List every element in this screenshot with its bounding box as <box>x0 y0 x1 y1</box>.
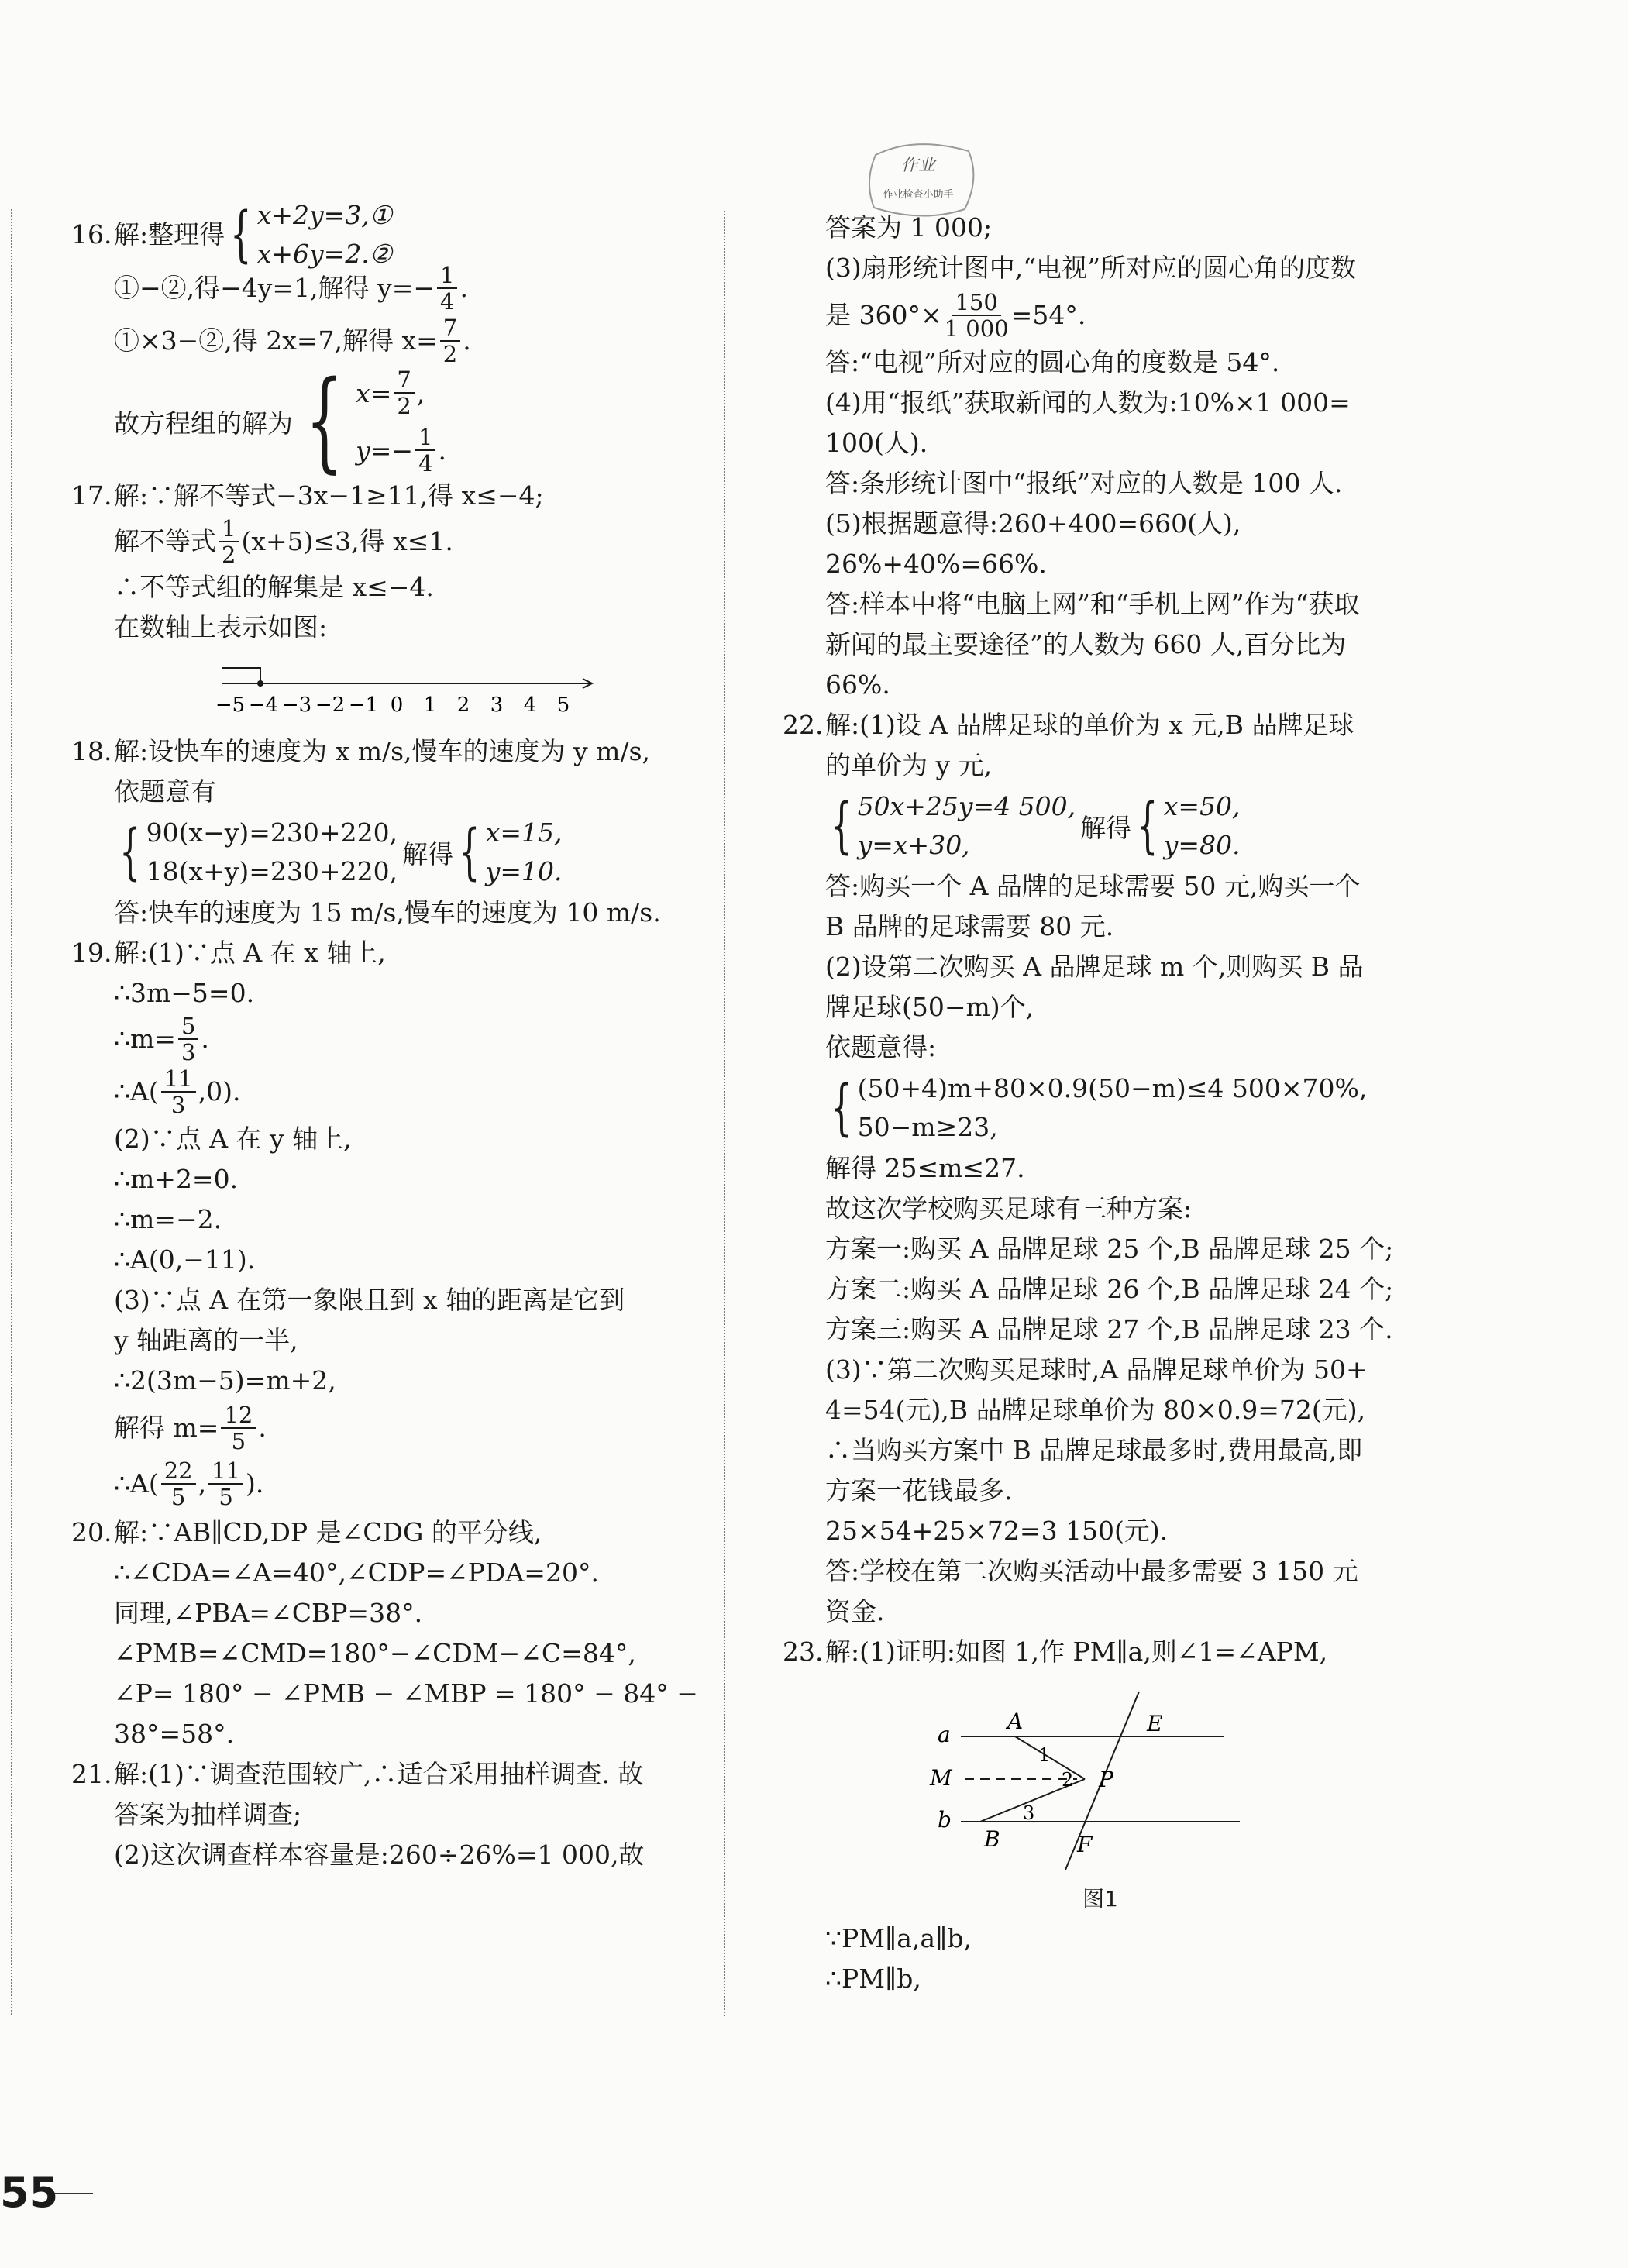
q22-eq2: y=x+30, <box>857 830 970 860</box>
q22-line: 方案一:购买 A 品牌足球 25 个,B 品牌足球 25 个; <box>825 1234 1394 1264</box>
q19-line: 解得 m= <box>114 1413 219 1443</box>
q18-eq2: 18(x+y)=230+220, <box>146 856 398 886</box>
q21-line: 答:条形统计图中“报纸”对应的人数是 100 人. <box>825 468 1343 498</box>
q19-line: ∴3m−5=0. <box>114 978 255 1008</box>
q18-mid: 解得 <box>402 838 454 869</box>
q16-intro: 解:整理得 <box>114 219 225 250</box>
q17 <box>71 476 714 731</box>
punct: . <box>463 325 471 356</box>
q18-sol2: y=10. <box>485 856 563 886</box>
q19-line: ∴A(0,−11). <box>114 1244 256 1275</box>
q17-number: 17. <box>71 480 112 511</box>
q22-line: 答:学校在第二次购买活动中最多需要 3 150 元 <box>825 1556 1358 1586</box>
q20 <box>71 1513 714 1754</box>
q20-line: 同理,∠PBA=∠CBP=38°. <box>114 1598 423 1628</box>
q16-sol-x: x= <box>356 377 392 408</box>
punct: . <box>438 435 446 466</box>
q20-line: 解:∵AB∥CD,DP 是∠CDG 的平分线, <box>114 1517 542 1547</box>
q22-line: (2)设第二次购买 A 品牌足球 m 个,则购买 B 品 <box>825 952 1364 982</box>
q20-line: ∠PMB=∠CMD=180°−∠CDM−∠C=84°, <box>114 1638 636 1668</box>
stamp-top-text: 作业 <box>900 156 936 175</box>
fraction: $\frac{11}{5}$ <box>208 1458 243 1509</box>
label-A: A <box>1007 1709 1024 1734</box>
q19-line: ∴m=−2. <box>114 1204 222 1234</box>
left-margin-dots <box>11 209 12 2015</box>
q19-line: y 轴距离的一半, <box>114 1325 298 1355</box>
q22-line: 25×54+25×72=3 150(元). <box>825 1516 1169 1546</box>
q16-step2: ①×3−②,得 2x=7,解得 x= <box>114 325 438 356</box>
q21-line: 100(人). <box>825 428 928 458</box>
tick-label: −2 <box>315 693 346 717</box>
q16-step1: ①−②,得−4y=1,解得 y=− <box>114 273 435 303</box>
q20-line: ∠P= 180° − ∠PMB − ∠MBP = 180° − 84° − <box>114 1678 698 1709</box>
q23-line: 解:(1)证明:如图 1,作 PM∥a,则∠1=∠APM, <box>825 1636 1328 1667</box>
q19-line: ,0). <box>198 1076 241 1106</box>
q21-continued <box>783 208 1426 705</box>
q23-number: 23. <box>783 1636 824 1667</box>
q17-line: ∴不等式组的解集是 x≤−4. <box>114 572 434 602</box>
label-angle-3: 3 <box>1023 1802 1035 1824</box>
q22-line: 方案一花钱最多. <box>825 1475 1013 1506</box>
q16-solution-label: 故方程组的解为 <box>114 408 293 439</box>
brace-icon: { <box>831 1073 852 1143</box>
q22-sol1: x=50, <box>1163 791 1241 821</box>
q19-line: (2)∵点 A 在 y 轴上, <box>114 1124 352 1154</box>
tick-label: 3 <box>490 693 504 717</box>
solid-dot <box>257 680 263 687</box>
label-a: a <box>938 1722 951 1747</box>
number-line <box>215 656 598 718</box>
left-column <box>71 200 714 1875</box>
q22-sol2: y=80. <box>1163 830 1241 860</box>
q23-line: ∴PM∥b, <box>825 1963 921 1994</box>
q22-line: 答:购买一个 A 品牌的足球需要 50 元,购买一个 <box>825 871 1361 901</box>
brace-icon: { <box>305 358 344 484</box>
label-M: M <box>930 1765 952 1791</box>
brace-icon: { <box>831 791 852 861</box>
label-angle-2: 2 <box>1062 1769 1074 1791</box>
q21-line: (4)用“报纸”获取新闻的人数为:10%×1 000= <box>825 387 1351 418</box>
q16-sol-y: y=− <box>356 435 414 466</box>
fraction: $\frac{1}{4}$ <box>415 425 435 476</box>
label-F: F <box>1077 1832 1093 1857</box>
tick-label: −3 <box>281 693 312 717</box>
q21-line: 26%+40%=66%. <box>825 549 1047 579</box>
q22-line: 的单价为 y 元, <box>825 750 993 780</box>
q19-line: ∴2(3m−5)=m+2, <box>114 1365 336 1396</box>
q22 <box>783 705 1426 1632</box>
q18-sol1: x=15, <box>485 817 563 848</box>
q18-answer: 答:快车的速度为 15 m/s,慢车的速度为 10 m/s. <box>114 897 661 928</box>
label-P: P <box>1099 1767 1113 1792</box>
q22-mid: 解得 <box>1080 812 1132 843</box>
brace-icon: { <box>1137 791 1158 861</box>
q21 <box>71 1754 714 1875</box>
q20-number: 20. <box>71 1517 112 1547</box>
q22-line: 方案三:购买 A 品牌足球 27 个,B 品牌足球 23 个. <box>825 1314 1393 1344</box>
q21-line: 答案为 1 000; <box>825 212 993 243</box>
q17-line: 解:∵解不等式−3x−1≥11,得 x≤−4; <box>114 480 544 511</box>
figure-caption: 图1 <box>1082 1886 1118 1912</box>
q21-line: (2)这次调查样本容量是:260÷26%=1 000,故 <box>114 1840 645 1870</box>
q22-line: 资金. <box>825 1596 885 1626</box>
q19-line: ∴m= <box>114 1024 176 1054</box>
fraction: $\frac{7}{2}$ <box>440 315 460 367</box>
q22-line: 方案二:购买 A 品牌足球 26 个,B 品牌足球 24 个; <box>825 1274 1394 1304</box>
q22-line: 4=54(元),B 品牌足球单价为 80×0.9=72(元), <box>825 1395 1366 1425</box>
q21-line: 66%. <box>825 669 890 700</box>
tick-label: 4 <box>523 693 537 717</box>
page-number: 55 <box>0 2168 59 2217</box>
label-E: E <box>1147 1711 1163 1736</box>
tick-label: 2 <box>456 693 470 717</box>
tick-label: −4 <box>248 693 279 717</box>
q17-line: (x+5)≤3,得 x≤1. <box>241 526 453 556</box>
q22-number: 22. <box>783 710 824 740</box>
q21-line: 答:样本中将“电脑上网”和“手机上网”作为“获取 <box>825 589 1360 619</box>
q22-line: 解:(1)设 A 品牌足球的单价为 x 元,B 品牌足球 <box>825 710 1354 740</box>
q23-line: ∵PM∥a,a∥b, <box>825 1923 972 1953</box>
q18 <box>71 731 714 933</box>
tick-label: 0 <box>390 693 404 717</box>
q19-line: ∴A( <box>114 1076 159 1106</box>
q21-line: 解:(1)∵调查范围较广,∴适合采用抽样调查. 故 <box>114 1759 644 1789</box>
right-column <box>783 208 1426 1999</box>
q16-number: 16. <box>71 219 112 250</box>
page-number-rule <box>54 2193 93 2194</box>
q18-line: 解:设快车的速度为 x m/s,慢车的速度为 y m/s, <box>114 736 651 766</box>
q23 <box>783 1632 1426 1999</box>
solution-range <box>222 668 260 683</box>
q22-line: 牌足球(50−m)个, <box>825 992 1034 1022</box>
q21-line: 是 360°× <box>825 300 942 330</box>
punct: ). <box>246 1468 264 1499</box>
q17-line: 解不等式 <box>114 526 216 556</box>
q19-line: ∴A( <box>114 1468 159 1499</box>
q22-ineq2: 50−m≥23, <box>857 1112 998 1142</box>
q19-line: (3)∵点 A 在第一象限且到 x 轴的距离是它到 <box>114 1285 625 1315</box>
punct: , <box>198 1468 207 1499</box>
q16-eq1: x+2y=3,① <box>256 200 393 230</box>
fraction: $\frac{12}{5}$ <box>221 1402 256 1454</box>
fraction: $\frac{5}{3}$ <box>178 1014 198 1065</box>
q22-line: 故这次学校购买足球有三种方案: <box>825 1193 1193 1223</box>
punct: . <box>258 1413 267 1443</box>
tick-label: 5 <box>556 693 570 717</box>
geometry-figure <box>922 1680 1279 1874</box>
fraction: $\frac{1}{2}$ <box>219 516 239 567</box>
tick-label: −1 <box>348 693 379 717</box>
stamp-bottom-text: 作业检查小助手 <box>883 189 954 201</box>
q22-eq1: 50x+25y=4 500, <box>857 791 1076 821</box>
q19-line: ∴m+2=0. <box>114 1164 239 1194</box>
q21-line: (3)扇形统计图中,“电视”所对应的圆心角的度数 <box>825 253 1356 283</box>
q19-number: 19. <box>71 938 112 968</box>
fraction: $\frac{11}{3}$ <box>161 1066 196 1117</box>
q21-number: 21. <box>71 1759 112 1789</box>
label-b: b <box>938 1807 952 1833</box>
q21-line: =54°. <box>1010 300 1086 330</box>
q22-line: ∴当购买方案中 B 品牌足球最多时,费用最高,即 <box>825 1435 1363 1465</box>
q21-line: 新闻的最主要途径”的人数为 660 人,百分比为 <box>825 629 1347 659</box>
q16 <box>71 200 714 484</box>
brace-icon: { <box>230 200 252 270</box>
q18-eq1: 90(x−y)=230+220, <box>146 817 398 848</box>
q22-line: (3)∵第二次购买足球时,A 品牌足球单价为 50+ <box>825 1354 1368 1385</box>
punct: , <box>416 377 425 408</box>
q22-line: 解得 25≤m≤27. <box>825 1153 1025 1183</box>
q16-system <box>225 196 392 274</box>
q19-line: 解:(1)∵点 A 在 x 轴上, <box>114 938 386 968</box>
label-B: B <box>984 1826 1000 1852</box>
tick-label: 1 <box>423 693 437 717</box>
fraction: $\frac{150}{1 000}$ <box>944 289 1009 342</box>
fraction: $\frac{1}{4}$ <box>437 263 457 314</box>
tick-label: −5 <box>215 693 246 717</box>
q22-ineq1: (50+4)m+80×0.9(50−m)≤4 500×70%, <box>857 1073 1368 1103</box>
q20-line: ∴∠CDA=∠A=40°,∠CDP=∠PDA=20°. <box>114 1557 599 1588</box>
q21-line: (5)根据题意得:260+400=660(人), <box>825 508 1241 539</box>
q21-line: 答案为抽样调查; <box>114 1799 302 1829</box>
q18-number: 18. <box>71 736 112 766</box>
q18-line: 依题意有 <box>114 776 216 807</box>
q20-line: 38°=58°. <box>114 1719 235 1749</box>
q22-line: 依题意得: <box>825 1032 937 1062</box>
q21-line: 答:“电视”所对应的圆心角的度数是 54°. <box>825 347 1280 377</box>
label-angle-1: 1 <box>1038 1744 1051 1766</box>
fraction: $\frac{7}{2}$ <box>394 367 414 418</box>
brace-icon: { <box>459 817 480 887</box>
column-divider <box>724 211 725 2016</box>
brace-icon: { <box>119 817 141 887</box>
q19 <box>71 933 714 1513</box>
q16-eq2: x+6y=2.② <box>256 239 393 269</box>
q22-line: B 品牌的足球需要 80 元. <box>825 911 1114 941</box>
q17-line: 在数轴上表示如图: <box>114 612 328 642</box>
fraction: $\frac{22}{5}$ <box>161 1458 196 1509</box>
punct: . <box>201 1024 209 1054</box>
punct: . <box>459 273 468 303</box>
